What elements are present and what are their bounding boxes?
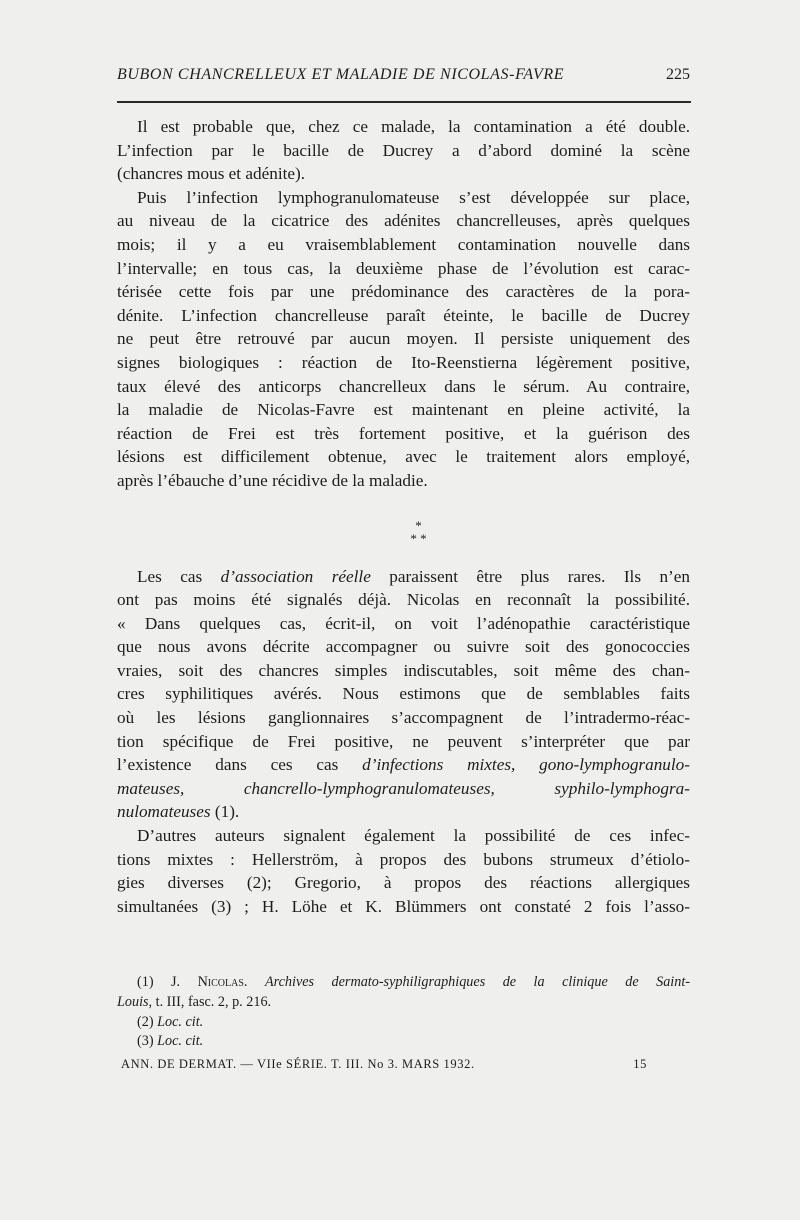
- text-line: l’intervalle; en tous cas, la deuxième phase de l’évolution est carac-: [117, 258, 690, 278]
- text-line: réaction de Frei est très fortement positive, et la guérison des: [117, 423, 690, 443]
- body-text: [117, 115, 690, 918]
- italic-span: mateuses, chancrello-lymphogranulomateuses, syphilo-lymphogra-: [117, 778, 690, 798]
- text-line: (chancres mous et adénite).: [117, 164, 306, 184]
- page-footer: [117, 1057, 647, 1072]
- running-header: [117, 66, 690, 90]
- footnote-1-cont: [117, 992, 690, 1012]
- text-line: taux élevé des anticorps chancrelleux dans le sérum. Au contraire,: [117, 376, 690, 396]
- text-line: signes biologiques : réaction de Ito-Reenstierna légèrement positive,: [117, 352, 690, 372]
- page-number: 225: [666, 66, 690, 83]
- text-line: Il est probable que, chez ce malade, la contamination a été double.: [137, 117, 690, 136]
- paragraph-2: [117, 186, 690, 493]
- text-line: tions mixtes : Hellerström, à propos des bubons strumeux d’étiolo-: [117, 849, 690, 869]
- text-line: lésions est difficilement obtenue, avec le traitement alors employé,: [117, 447, 690, 467]
- journal-citation: ANN. DE DERMAT. — VIIe SÉRIE. T. III. No 3. MARS 1932.: [121, 1057, 475, 1071]
- text-span: (1) J.: [137, 974, 198, 990]
- text-span: , t. III, fasc. 2, p. 216.: [148, 994, 272, 1010]
- footnotes: [117, 972, 690, 1050]
- text-line: mois; il y a eu vraisemblablement contamination nouvelle dans: [117, 234, 690, 254]
- italic-span: Loc. cit.: [157, 1033, 204, 1049]
- text-line: [117, 800, 690, 824]
- text-line: ont pas moins été signalés déjà. Nicolas en reconnaît la possibilité.: [117, 590, 690, 610]
- paragraph-3: [117, 565, 690, 825]
- text-line: térisée cette fois par une prédominance des caractères de la pora-: [117, 282, 690, 302]
- asterisk-top: *: [415, 517, 422, 533]
- italic-span: Archives dermato-syphiligraphiques de la clinique de Saint-: [264, 974, 690, 990]
- text-line: [117, 565, 690, 589]
- text-line: gies diverses (2); Gregorio, à propos des réactions allergiques: [117, 873, 690, 893]
- italic-span: nulomateuses: [117, 802, 211, 822]
- text-span: Les cas: [137, 566, 221, 586]
- text-line: cres syphilitiques avérés. Nous estimons que de semblables faits: [117, 684, 690, 704]
- signature-number: 15: [633, 1057, 647, 1071]
- text-span: (1).: [210, 802, 240, 822]
- italic-span: d’association réelle: [220, 566, 371, 586]
- header-rule: [117, 101, 691, 103]
- text-line: après l’ébauche d’une récidive de la maladie.: [117, 470, 428, 490]
- text-line: [117, 753, 690, 777]
- text-line: Puis l’infection lymphogranulomateuse s’est développée sur place,: [137, 187, 690, 207]
- text-line: D’autres auteurs signalent également la possibilité de ces infec-: [137, 826, 690, 846]
- footnote-2: [117, 1012, 690, 1032]
- text-span: .: [243, 974, 265, 990]
- text-line: ne peut être retrouvé par aucun moyen. Il persiste uniquement des: [117, 329, 690, 349]
- author-name: Nicolas: [197, 974, 244, 990]
- text-line: au niveau de la cicatrice des adénites chancrelleuses, après quelques: [117, 211, 690, 231]
- footnote-1: [117, 972, 690, 992]
- asterisk-bottom: * *: [410, 530, 427, 546]
- text-line: où les lésions ganglionnaires s’accompagnent de l’intradermo-réac-: [117, 708, 690, 728]
- text-span: (3): [137, 1033, 158, 1049]
- text-line: vraies, soit des chancres simples indiscutables, soit même des chan-: [117, 660, 690, 680]
- footnote-3: [117, 1032, 690, 1050]
- section-asterism: [117, 519, 690, 545]
- text-line: la maladie de Nicolas-Favre est maintenant en pleine activité, la: [117, 400, 690, 420]
- text-line: « Dans quelques cas, écrit-il, on voit l’adénopathie caractéristique: [117, 613, 690, 633]
- text-line: L’infection par le bacille de Ducrey a d’abord dominé la scène: [117, 140, 690, 160]
- italic-span: Louis: [117, 994, 149, 1010]
- paragraph-4: [117, 824, 690, 918]
- italic-span: d’infections mixtes, gono-lymphogranulo-: [362, 755, 690, 775]
- text-line: que nous avons décrite accompagner ou suivre soit des gonococcies: [117, 637, 690, 657]
- running-title: BUBON CHANCRELLEUX ET MALADIE DE NICOLAS-FAVRE: [117, 66, 565, 83]
- text-span: (2): [137, 1014, 158, 1030]
- paragraph-1: [117, 115, 690, 186]
- text-span: paraissent être plus rares. Ils n’en: [370, 566, 690, 586]
- italic-span: Loc. cit.: [157, 1014, 204, 1030]
- text-line: simultanées (3) ; H. Löhe et K. Blümmers ont constaté 2 fois l’asso-: [117, 896, 690, 916]
- text-line: dénite. L’infection chancrelleuse paraît éteinte, le bacille de Ducrey: [117, 305, 690, 325]
- text-span: l’existence dans ces cas: [117, 755, 363, 775]
- text-line: tion spécifique de Frei positive, ne peuvent s’interpréter que par: [117, 731, 690, 751]
- text-line: [117, 777, 690, 801]
